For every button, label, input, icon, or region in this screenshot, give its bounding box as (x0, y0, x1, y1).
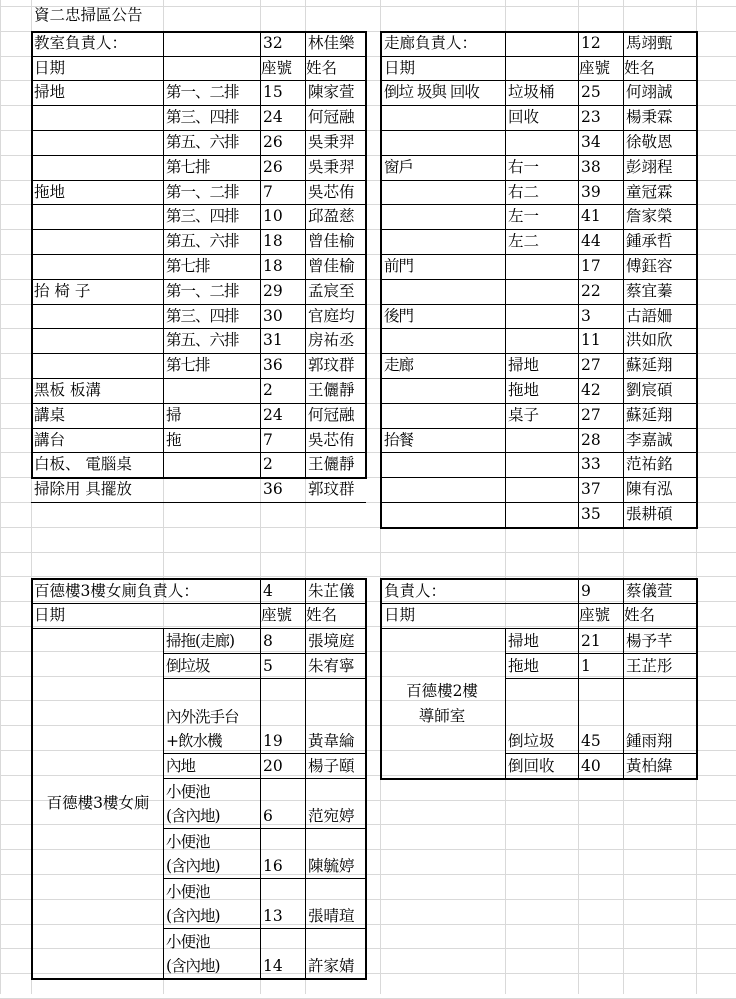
classroom-detail: 第七排 (166, 158, 210, 176)
restroom-task: 小便池 (166, 933, 210, 951)
table-border (380, 628, 697, 629)
corridor-name: 劉宸碩 (626, 381, 673, 399)
corridor-name: 徐敬恩 (626, 133, 673, 151)
office-name: 黃柏緯 (626, 757, 673, 775)
corridor-title: 走廊負責人： (384, 34, 478, 52)
table-border (505, 678, 697, 679)
office-task: 倒回收 (508, 757, 555, 775)
table-border (31, 603, 366, 604)
corridor-seat: 17 (581, 257, 601, 275)
restroom-task: 小便池 (166, 783, 210, 801)
table-border (163, 31, 164, 478)
classroom-seat: 26 (263, 158, 283, 176)
corridor-area: 窗戶 (384, 158, 414, 176)
table-border (380, 778, 698, 780)
restroom-task: (含內地) (166, 857, 220, 875)
restroom-seat: 5 (263, 657, 273, 675)
table-border (696, 578, 698, 780)
table-border (31, 578, 33, 980)
table-border (31, 978, 367, 980)
corridor-name: 傅鈺容 (626, 257, 673, 275)
restroom-seat: 6 (263, 807, 273, 825)
classroom-seat: 24 (263, 406, 283, 424)
corridor-seat: 44 (581, 232, 601, 250)
restroom-seat: 14 (263, 957, 283, 975)
classroom-leader-seat: 32 (263, 34, 283, 52)
table-border (623, 31, 624, 528)
classroom-name: 房祐丞 (308, 331, 355, 349)
classroom-name-header: 姓名 (306, 59, 338, 77)
corridor-detail: 桌子 (508, 406, 540, 424)
office-seat: 21 (581, 632, 601, 650)
corridor-seat: 33 (581, 455, 601, 473)
classroom-seat: 18 (263, 257, 283, 275)
office-task: 拖地 (508, 657, 540, 675)
classroom-detail: 第三、四排 (166, 307, 239, 325)
classroom-detail: 第五、六排 (166, 133, 239, 151)
table-border (163, 878, 366, 879)
office-seat: 1 (581, 657, 591, 675)
classroom-name: 邱盈慈 (308, 207, 355, 225)
corridor-name: 何翊誠 (626, 83, 673, 101)
classroom-leader-name: 林佳樂 (308, 34, 355, 52)
classroom-detail: 第五、六排 (166, 232, 239, 250)
table-border (163, 928, 366, 929)
table-border (380, 31, 698, 33)
table-border (163, 778, 366, 779)
classroom-seat: 10 (263, 207, 283, 225)
table-border (31, 80, 366, 81)
restroom-task: 小便池 (166, 883, 210, 901)
classroom-detail: 第三、四排 (166, 207, 239, 225)
restroom-name: 黃韋綸 (308, 732, 355, 750)
corridor-seat: 39 (581, 183, 601, 201)
restroom-task: (含內地) (166, 957, 220, 975)
classroom-title: 教室負責人： (34, 34, 128, 52)
corridor-seat: 22 (581, 282, 601, 300)
corridor-detail: 垃圾桶 (508, 83, 555, 101)
corridor-name-header: 姓名 (624, 59, 656, 77)
classroom-seat: 2 (263, 381, 273, 399)
classroom-area: 講台 (34, 431, 66, 449)
classroom-detail: 第五、六排 (166, 331, 239, 349)
classroom-name: 吳芯侑 (308, 183, 355, 201)
classroom-name: 王儷靜 (308, 455, 355, 473)
restroom-title: 百德樓3樓女廁負責人： (34, 582, 199, 600)
table-border (380, 56, 697, 57)
office-seat: 40 (581, 757, 601, 775)
corridor-seat: 35 (581, 505, 601, 523)
classroom-seat-header: 座號 (261, 59, 293, 77)
classroom-seat: 31 (263, 331, 283, 349)
corridor-name: 楊秉霖 (626, 108, 673, 126)
office-name-header: 姓名 (624, 606, 656, 624)
corridor-detail: 回收 (508, 108, 540, 126)
restroom-task: 內地 (166, 757, 196, 775)
classroom-name: 吳秉羿 (308, 158, 355, 176)
classroom-area: 掃除用 具擺放 (34, 480, 132, 498)
table-border (623, 578, 624, 779)
table-border (505, 31, 506, 528)
corridor-seat: 23 (581, 108, 601, 126)
restroom-name: 張晴瑄 (308, 907, 355, 925)
table-border (696, 31, 698, 529)
corridor-name: 洪如欣 (626, 331, 673, 349)
table-border (380, 578, 382, 780)
restroom-seat: 16 (263, 857, 283, 875)
restroom-leader-seat: 4 (263, 582, 273, 600)
office-name: 楊予芊 (626, 632, 673, 650)
restroom-seat: 20 (263, 757, 283, 775)
classroom-detail: 第一、二排 (166, 282, 239, 300)
table-border (31, 31, 367, 33)
table-border (380, 603, 697, 604)
classroom-seat: 7 (263, 183, 273, 201)
classroom-detail: 第一、二排 (166, 183, 239, 201)
classroom-detail: 掃 (166, 406, 181, 424)
office-task: 倒垃圾 (508, 732, 555, 750)
office-title: 負責人： (384, 582, 447, 600)
classroom-name: 吳芯侑 (308, 431, 355, 449)
corridor-seat: 25 (581, 83, 601, 101)
classroom-detail: 拖 (166, 431, 181, 449)
corridor-date-header: 日期 (384, 59, 416, 77)
corridor-detail: 左二 (508, 232, 540, 250)
corridor-name: 張耕碩 (626, 505, 673, 523)
office-seat: 45 (581, 732, 601, 750)
corridor-name: 陳有泓 (626, 480, 673, 498)
corridor-area: 抬餐 (384, 431, 414, 449)
classroom-seat: 30 (263, 307, 283, 325)
restroom-task: (含內地) (166, 807, 220, 825)
classroom-seat: 18 (263, 232, 283, 250)
table-border (31, 477, 367, 479)
table-border (31, 56, 366, 57)
restroom-name-header: 姓名 (306, 606, 338, 624)
sheet-title: 資二忠掃區公告 (34, 6, 143, 24)
corridor-name: 古語姍 (626, 307, 673, 325)
classroom-area: 掃地 (34, 83, 66, 101)
corridor-name: 童冠霖 (626, 183, 673, 201)
restroom-name: 范宛婷 (308, 807, 355, 825)
table-border (260, 31, 261, 478)
corridor-seat: 11 (581, 331, 601, 349)
corridor-leader-seat: 12 (581, 34, 601, 52)
corridor-name: 蘇延翔 (626, 356, 673, 374)
office-seat-header: 座號 (579, 606, 611, 624)
restroom-seat-header: 座號 (261, 606, 293, 624)
classroom-name: 曾佳榆 (308, 232, 355, 250)
restroom-name: 許家婧 (308, 957, 355, 975)
classroom-name: 官庭均 (308, 307, 355, 325)
restroom-seat: 19 (263, 732, 283, 750)
restroom-name: 陳毓婷 (308, 857, 355, 875)
restroom-leader-name: 朱芷儀 (308, 582, 355, 600)
corridor-seat-header: 座號 (579, 59, 611, 77)
classroom-name: 曾佳榆 (308, 257, 355, 275)
table-border (163, 628, 164, 979)
office-location-line2: 導師室 (418, 707, 466, 725)
corridor-seat: 42 (581, 381, 601, 399)
corridor-seat: 34 (581, 133, 601, 151)
corridor-seat: 41 (581, 207, 601, 225)
table-border (380, 527, 698, 529)
table-border (380, 31, 382, 529)
office-location-line1: 百德樓2樓 (406, 682, 478, 700)
corridor-detail: 拖地 (508, 381, 540, 399)
table-border (578, 578, 579, 779)
classroom-seat: 2 (263, 455, 273, 473)
classroom-area: 拖地 (34, 183, 66, 201)
corridor-seat: 28 (581, 431, 601, 449)
corridor-name: 范祐銘 (626, 455, 673, 473)
table-border (505, 628, 506, 779)
classroom-detail: 第七排 (166, 356, 210, 374)
classroom-area: 黑板 板溝 (34, 381, 101, 399)
classroom-name: 郭玟群 (308, 480, 355, 498)
restroom-task: +飲水機 (166, 732, 222, 750)
corridor-area: 後門 (384, 307, 414, 325)
office-leader-name: 蔡儀萱 (626, 582, 673, 600)
classroom-seat: 36 (263, 356, 283, 374)
table-border (31, 502, 366, 503)
classroom-name: 何冠融 (308, 406, 355, 424)
classroom-date-header: 日期 (34, 59, 66, 77)
restroom-task: 倒垃圾 (166, 657, 210, 675)
table-border (578, 31, 579, 528)
classroom-area: 講桌 (34, 406, 66, 424)
corridor-detail: 掃地 (508, 356, 540, 374)
restroom-location: 百德樓3樓女廁 (46, 794, 150, 812)
classroom-seat: 36 (263, 480, 283, 498)
office-name: 鍾雨翔 (626, 732, 673, 750)
restroom-name: 楊子頤 (308, 757, 355, 775)
office-task: 掃地 (508, 632, 540, 650)
corridor-detail: 右一 (508, 158, 540, 176)
corridor-name: 蘇延翔 (626, 406, 673, 424)
corridor-name: 蔡宜蓁 (626, 282, 673, 300)
table-border (365, 31, 367, 479)
classroom-name: 郭玟群 (308, 356, 355, 374)
corridor-area: 倒垃 圾與 回收 (384, 83, 479, 101)
classroom-seat: 26 (263, 133, 283, 151)
classroom-name: 孟宸至 (308, 282, 355, 300)
restroom-seat: 8 (263, 632, 273, 650)
classroom-name: 何冠融 (308, 108, 355, 126)
table-border (365, 578, 367, 980)
corridor-seat: 37 (581, 480, 601, 498)
classroom-name: 吳秉羿 (308, 133, 355, 151)
restroom-task: 掃拖(走廊) (166, 632, 235, 650)
office-leader-seat: 9 (581, 582, 591, 600)
corridor-name: 彭翊程 (626, 158, 673, 176)
classroom-seat: 7 (263, 431, 273, 449)
classroom-seat: 29 (263, 282, 283, 300)
table-border (305, 31, 306, 478)
corridor-seat: 38 (581, 158, 601, 176)
classroom-seat: 24 (263, 108, 283, 126)
table-border (31, 628, 366, 629)
table-border (380, 578, 698, 580)
corridor-seat: 27 (581, 406, 601, 424)
table-border (380, 80, 697, 81)
corridor-area: 前門 (384, 257, 414, 275)
restroom-date-header: 日期 (34, 606, 66, 624)
restroom-task: (含內地) (166, 907, 220, 925)
restroom-task: 小便池 (166, 833, 210, 851)
corridor-name: 鍾承哲 (626, 232, 673, 250)
corridor-name: 李嘉誠 (626, 431, 673, 449)
corridor-area: 走廊 (384, 356, 414, 374)
table-border (31, 31, 33, 479)
restroom-name: 張境庭 (308, 632, 355, 650)
corridor-name: 詹家榮 (626, 207, 673, 225)
office-date-header: 日期 (384, 606, 416, 624)
corridor-detail: 左一 (508, 207, 540, 225)
restroom-seat: 13 (263, 907, 283, 925)
corridor-leader-name: 馬翊甄 (626, 34, 673, 52)
corridor-detail: 右二 (508, 183, 540, 201)
table-border (305, 578, 306, 979)
classroom-detail: 第七排 (166, 257, 210, 275)
classroom-area: 白板、 電腦桌 (34, 455, 132, 473)
corridor-seat: 3 (581, 307, 591, 325)
table-border (260, 578, 261, 979)
restroom-name: 朱宥寧 (308, 657, 355, 675)
table-border (163, 678, 366, 679)
classroom-name: 陳家萱 (308, 83, 355, 101)
corridor-seat: 27 (581, 356, 601, 374)
classroom-name: 王儷靜 (308, 381, 355, 399)
restroom-task: 內外洗手台 (166, 708, 239, 726)
office-name: 王芷彤 (626, 657, 673, 675)
classroom-area: 抬 椅 子 (34, 282, 91, 300)
classroom-seat: 15 (263, 83, 283, 101)
table-border (163, 828, 366, 829)
classroom-detail: 第三、四排 (166, 108, 239, 126)
table-border (31, 578, 367, 580)
classroom-detail: 第一、二排 (166, 83, 239, 101)
